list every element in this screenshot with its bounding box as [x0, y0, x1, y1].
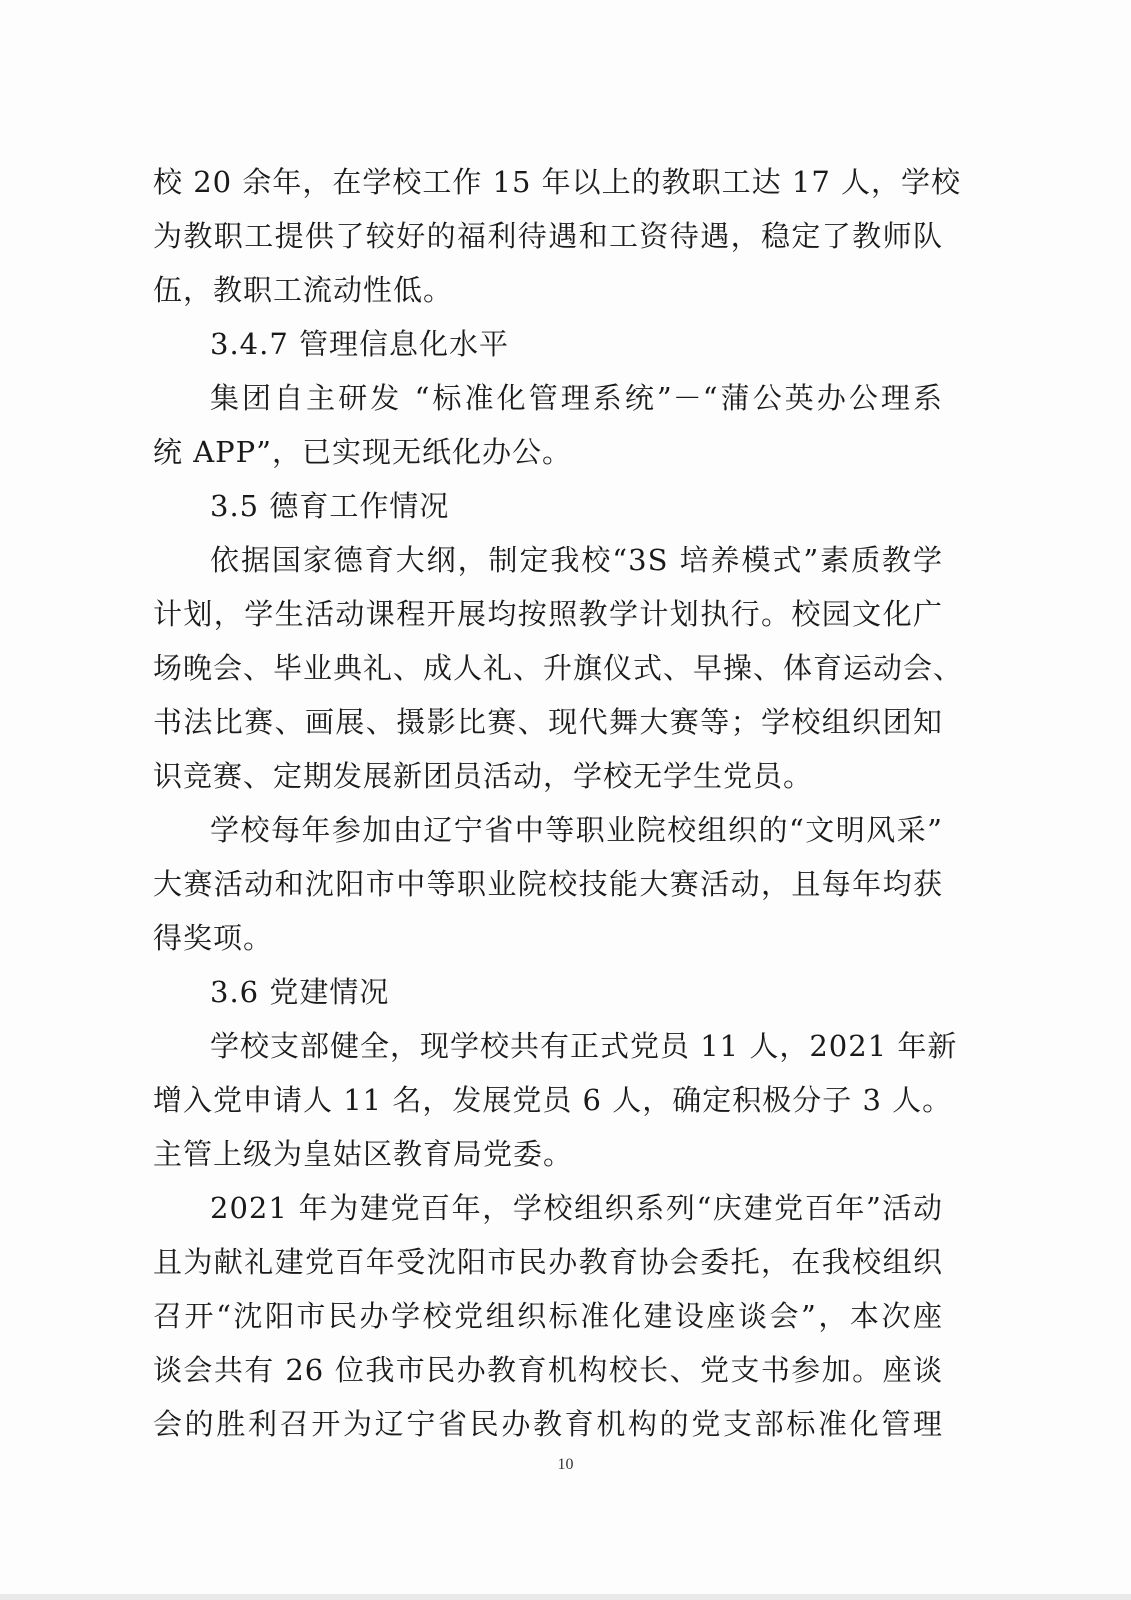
text-line: 为教职工提供了较好的福利待遇和工资待遇，稳定了教师队: [153, 219, 943, 253]
text-line: 书法比赛、画展、摄影比赛、现代舞大赛等；学校组织团知: [153, 705, 943, 739]
text-line: 伍，教职工流动性低。: [153, 273, 454, 307]
text-line: 场晚会、毕业典礼、成人礼、升旗仪式、早操、体育运动会、: [153, 651, 964, 685]
text-line: 谈会共有 26 位我市民办教育机构校长、党支书参加。座谈: [153, 1353, 943, 1387]
text-line: 计划，学生活动课程开展均按照教学计划执行。校园文化广: [153, 597, 943, 631]
section-heading: 3.4.7 管理信息化水平: [210, 327, 510, 361]
text-line: 识竞赛、定期发展新团员活动，学校无学生党员。: [153, 759, 814, 793]
text-line: 校 20 余年，在学校工作 15 年以上的教职工达 17 人，学校: [153, 165, 962, 199]
text-line: 召开“沈阳市民办学校党组织标准化建设座谈会”，本次座: [153, 1299, 943, 1333]
text-line: 得奖项。: [153, 921, 274, 955]
text-line: 学校支部健全，现学校共有正式党员 11 人，2021 年新: [210, 1029, 958, 1063]
text-line: 学校每年参加由辽宁省中等职业院校组织的“文明风采”: [210, 813, 943, 847]
text-line: 集团自主研发 “标准化管理系统”－“蒲公英办公理系: [210, 381, 943, 415]
page-number: 10: [557, 1456, 574, 1473]
text-line: 会的胜利召开为辽宁省民办教育机构的党支部标准化管理: [153, 1407, 943, 1441]
section-heading: 3.5 德育工作情况: [210, 489, 450, 523]
text-line: 依据国家德育大纲，制定我校“3S 培养模式”素质教学: [210, 543, 943, 577]
text-line: 统 APP”，已实现无纸化办公。: [153, 435, 573, 469]
scan-edge: [0, 1594, 1131, 1600]
text-line: 增入党申请人 11 名，发展党员 6 人，确定积极分子 3 人。: [153, 1083, 953, 1117]
section-heading: 3.6 党建情况: [210, 975, 390, 1009]
text-line: 且为献礼建党百年受沈阳市民办教育协会委托，在我校组织: [153, 1245, 943, 1279]
text-line: 2021 年为建党百年，学校组织系列“庆建党百年”活动: [210, 1191, 943, 1225]
text-line: 主管上级为皇姑区教育局党委。: [153, 1137, 574, 1171]
text-line: 大赛活动和沈阳市中等职业院校技能大赛活动，且每年均获: [153, 867, 943, 901]
